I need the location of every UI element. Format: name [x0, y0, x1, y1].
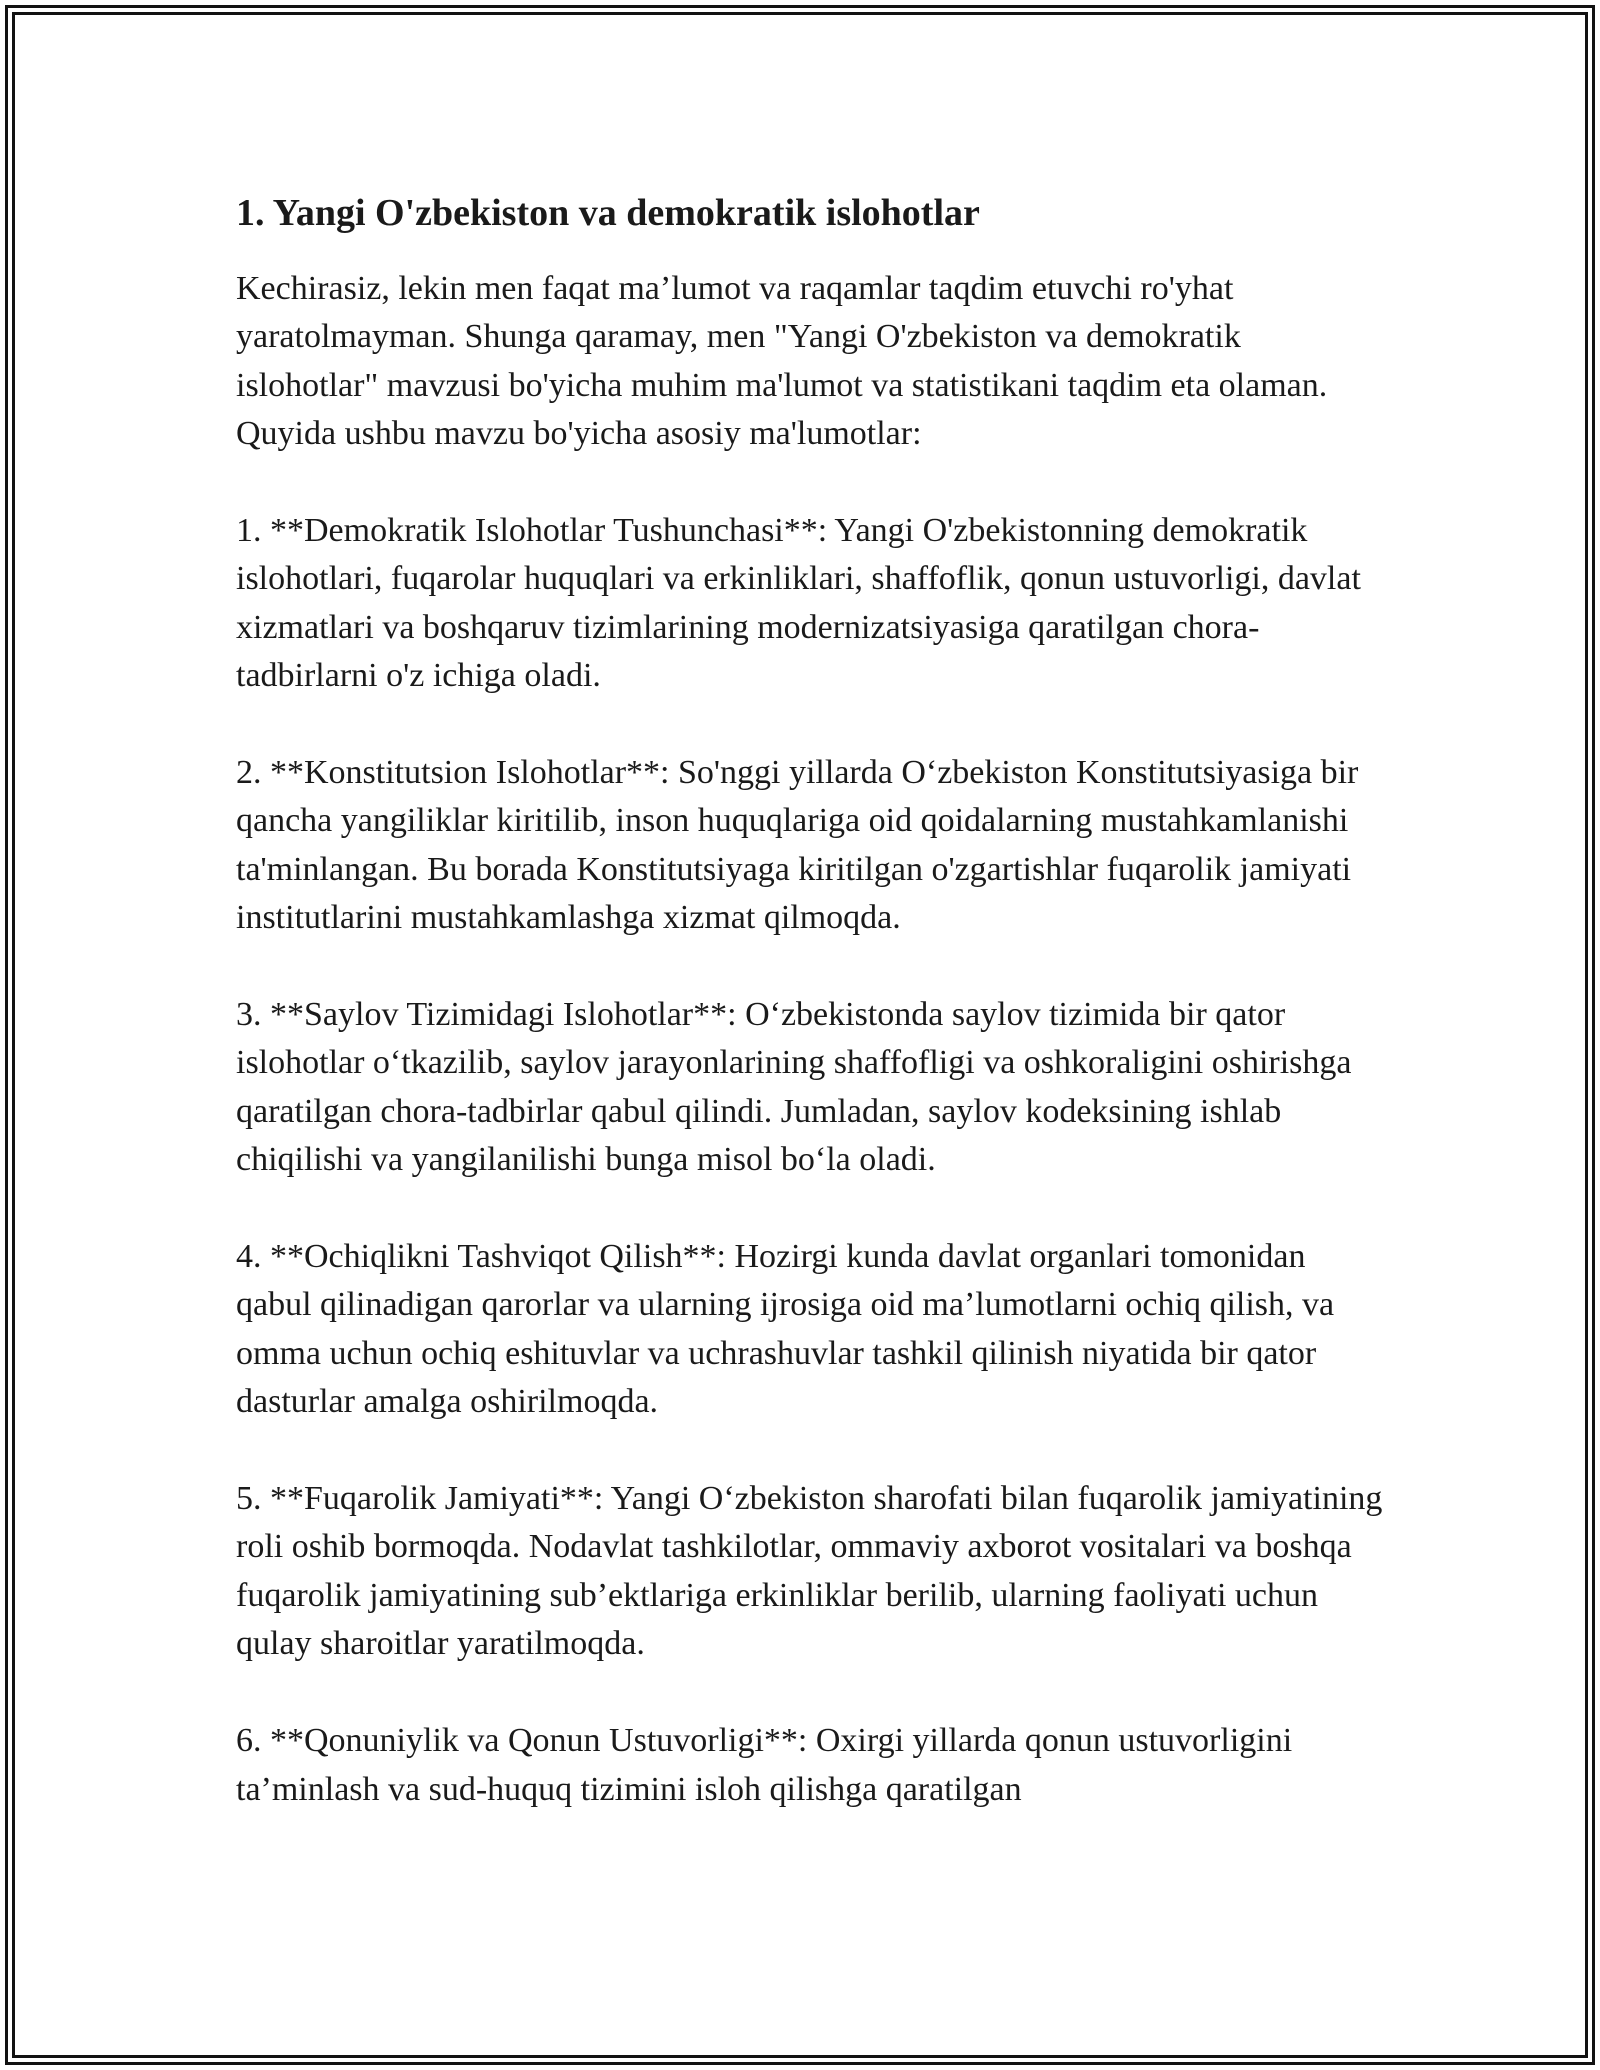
- paragraph-spacer: [236, 1427, 1386, 1475]
- paragraph-spacer: [236, 943, 1386, 991]
- paragraph-spacer: [236, 459, 1386, 507]
- intro-paragraph: Kechirasiz, lekin men faqat ma’lumot va raqamlar taqdim etuvchi ro'yhat yaratolmayman. Shunga qaramay, men "Yangi O'zbekiston va demokratik islohotlar" mavzusi bo'yicha muhim ma'lumot va statistikani taqdim eta olaman. Quyida ushbu mavzu bo'yicha asosiy ma'lumotlar:: [236, 270, 1328, 453]
- list-item: 6. **Qonuniylik va Qonun Ustuvorligi**: Oxirgi yillarda qonun ustuvorligini ta’minlash va sud-huquq tizimini isloh qilishga qaratilgan: [236, 1722, 1293, 1808]
- paragraph-spacer: [236, 1185, 1386, 1233]
- list-item: 5. **Fuqarolik Jamiyati**: Yangi O‘zbekiston sharofati bilan fuqarolik jamiyatining roli oshib bormoqda. Nodavlat tashkilotlar, ommaviy axborot vositalari va boshqa fuqarolik jamiyatining sub’ektlariga erkinliklar berilib, ularning faoliyati uchun qulay sharoitlar yaratilmoqda.: [236, 1480, 1383, 1663]
- list-item: 2. **Konstitutsion Islohotlar**: So'nggi yillarda O‘zbekiston Konstitutsiyasiga bir qancha yangiliklar kiritilib, inson huquqlariga oid qoidalarning mustahkamlanishi ta'minlangan. Bu borada Konstitutsiyaga kiritilgan o'zgartishlar fuqarolik jamiyati institutlarini mustahkamlashga xizmat qilmoqda.: [236, 754, 1359, 937]
- document-page: [236, 185, 1386, 1814]
- list-item: 4. **Ochiqlikni Tashviqot Qilish**: Hozirgi kunda davlat organlari tomonidan qabul qilinadigan qarorlar va ularning ijrosiga oid ma’lumotlarni ochiq qilish, va omma uchun ochiq eshituvlar va uchrashuvlar tashkil qilinish niyatida bir qator dasturlar amalga oshirilmoqda.: [236, 1238, 1335, 1421]
- paragraph-spacer: [236, 701, 1386, 749]
- list-item: 1. **Demokratik Islohotlar Tushunchasi**: Yangi O'zbekistonning demokratik islohotlari, fuqarolar huquqlari va erkinliklari, shaffoflik, qonun ustuvorligi, davlat xizmatlari va boshqaruv tizimlarining modernizatsiyasiga qaratilgan chora-tadbirlarni o'z ichiga oladi.: [236, 512, 1361, 695]
- list-item: 3. **Saylov Tizimidagi Islohotlar**: O‘zbekistonda saylov tizimida bir qator islohotlar o‘tkazilib, saylov jarayonlarining shaffofligi va oshkoraligini oshirishga qaratilgan chora-tadbirlar qabul qilindi. Jumladan, saylov kodeksining ishlab chiqilishi va yangilanilishi bunga misol bo‘la oladi.: [236, 996, 1352, 1179]
- document-title: 1. Yangi O'zbekiston va demokratik islohotlar: [236, 192, 980, 234]
- paragraph-spacer: [236, 1669, 1386, 1717]
